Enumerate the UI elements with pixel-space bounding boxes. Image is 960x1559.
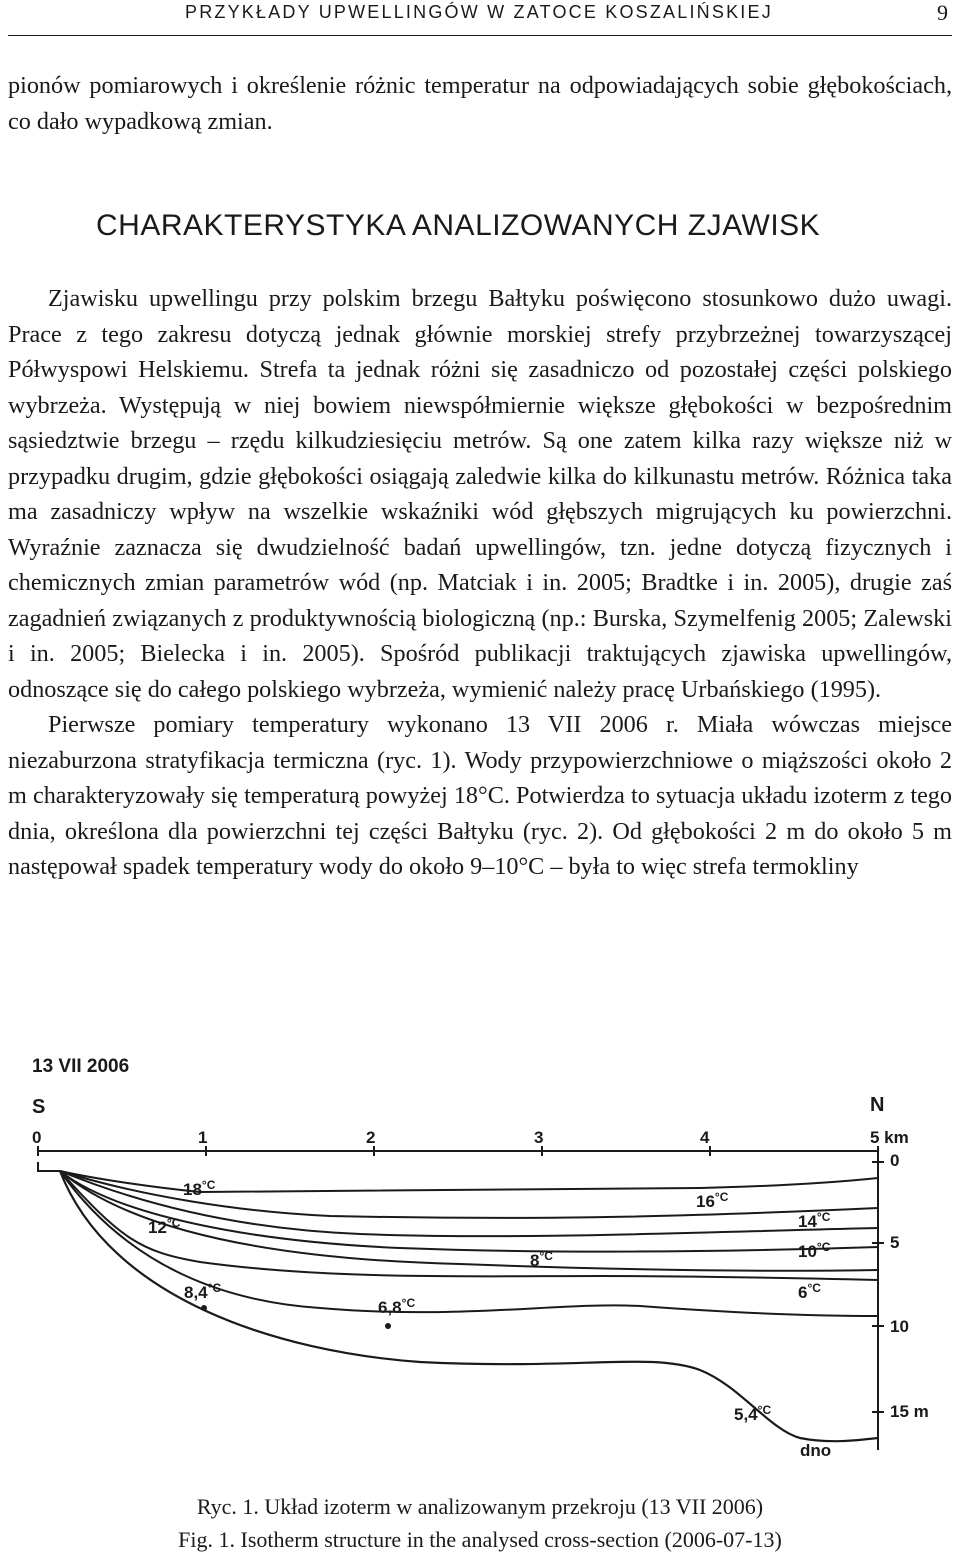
figure-date: 13 VII 2006 xyxy=(32,1056,130,1077)
shoreline xyxy=(38,1162,60,1171)
south-label: S xyxy=(32,1096,46,1118)
page-number: 9 xyxy=(937,0,948,25)
distance-tick-5: 5 km xyxy=(870,1128,909,1147)
body-paragraph-1: Zjawisku upwellingu przy polskim brzegu Bałtyku poświęcono stosunkowo dużo uwagi. Prace z tego zakresu dotyczą jednak głównie morskiej strefy przybrzeżnej towarzyszącej Półwyspowi Helskiemu. Strefa ta jednak różni się zasadniczo od pozostałej części polskiego wybrzeża. Występują w niej bowiem niewspółmiernie większe głębokości w bezpośrednim sąsiedztwie brzegu – rzędu kilkudziesięciu metrów. Są one zatem kilka razy większe niż w przypadku drugim, gdzie głębokości osiągają zaledwie kilka do kilkunastu metrów. Różnica taka ma zasadniczy wpływ na wszelkie wskaźniki wód głębszych migrujących ku powierzchni. Wyraźnie zaznacza się dwudzielność badań upwellingów, tzn. jedne dotyczą fizycznych i chemicznych zmian parametrów wód (np. Matciak i in. 2005; Bradtke i in. 2005), drugie zaś zagadnień związanych z produktywnością biologiczną (np.: Burska, Szymelfenig 2005; Zalewski i in. 2005; Bielecka i in. 2005). Spośród publikacji traktujących zjawiska upwellingów, odnoszące się do całego polskiego wybrzeża, wymienić należy pracę Urbańskiego (1995). xyxy=(8,285,952,703)
bottom-label: dno xyxy=(800,1441,832,1460)
body-paragraph-2: Pierwsze pomiary temperatury wykonano 13 VII 2006 r. Miała wówczas miejsce niezaburzona stratyfikacja termiczna (ryc. 1). Wody przypowierzchniowe o miąższości około 2 m charakteryzowały się temperaturą powyżej 18°C. Potwierdza to sytuacja układu izoterm z tego dnia, określona dla powierzchni tej części Bałtyku (ryc. 2). Od głębokości 2 m do około 5 m następował spadek temperatury wody do około 9–10°C – była to więc strefa termokliny xyxy=(8,711,952,880)
distance-tick-0: 0 xyxy=(32,1128,42,1147)
isotherm-figure xyxy=(0,1040,960,1480)
depth-tick-10: 10 xyxy=(890,1317,909,1336)
depth-tick-0: 0 xyxy=(890,1151,900,1170)
isotherm-label-6: $6^{^\circ C}$ xyxy=(798,1281,821,1302)
figure-caption-english: Fig. 1. Isotherm structure in the analysed cross-section (2006-07-13) xyxy=(178,1527,782,1552)
isotherm-label-18: $18^{^\circ C}$ xyxy=(183,1178,216,1199)
isotherm-label-12: $12^{^\circ C}$ xyxy=(148,1216,181,1237)
sea-bottom-line xyxy=(60,1171,878,1441)
point-value-1: $8,4^{^\circ C}$ xyxy=(184,1281,222,1302)
header-rule xyxy=(8,35,952,36)
body-paragraph xyxy=(8,281,952,885)
distance-tick-2: 2 xyxy=(366,1128,376,1147)
isotherm-label-16: $16^{^\circ C}$ xyxy=(696,1190,729,1211)
point-marker-1 xyxy=(201,1305,207,1311)
distance-tick-1: 1 xyxy=(198,1128,208,1147)
running-head: PRZYKŁADY UPWELLINGÓW W ZATOCE KOSZALIŃSKIEJ xyxy=(185,2,773,22)
lead-paragraph: pionów pomiarowych i określenie różnic temperatur na odpowiadających sobie głębokościach, co dało wypadkową zmian. xyxy=(8,72,952,135)
depth-tick-15: 15 m xyxy=(890,1402,929,1421)
isotherm-label-8: $8^{^\circ C}$ xyxy=(530,1249,553,1270)
isotherm-label-10: $10^{^\circ C}$ xyxy=(798,1240,831,1261)
point-value-2: $6,8^{^\circ C}$ xyxy=(378,1296,416,1317)
depth-tick-5: 5 xyxy=(890,1233,900,1252)
point-marker-2 xyxy=(385,1323,391,1329)
point-value-3: $5,4^{^\circ C}$ xyxy=(734,1403,772,1424)
north-label: N xyxy=(870,1094,885,1116)
distance-tick-4: 4 xyxy=(700,1128,710,1147)
isotherm-cross-section xyxy=(0,1040,960,1480)
isotherm-label-14: $14^{^\circ C}$ xyxy=(798,1210,831,1231)
section-title: CHARAKTERYSTYKA ANALIZOWANYCH ZJAWISK xyxy=(96,209,821,242)
distance-tick-3: 3 xyxy=(534,1128,544,1147)
figure-caption-polish: Ryc. 1. Układ izoterm w analizowanym przekroju (13 VII 2006) xyxy=(196,1494,764,1519)
